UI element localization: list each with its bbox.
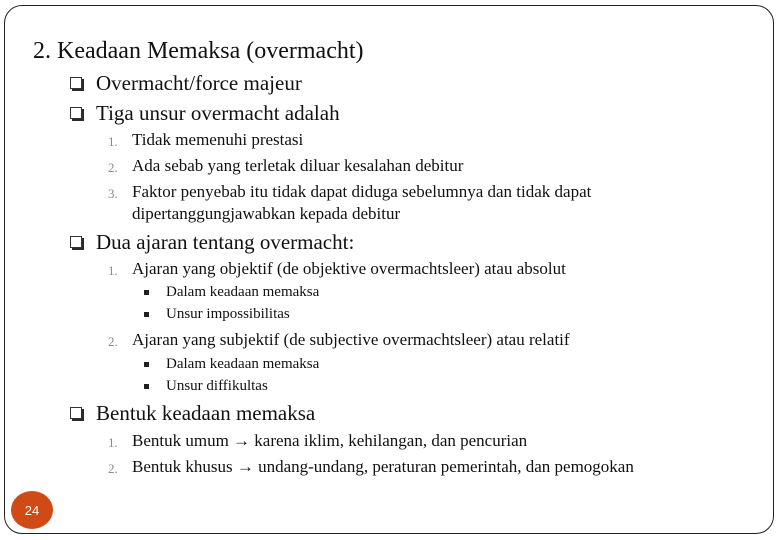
checkbox-bullet-icon: [70, 407, 82, 419]
square-bullet-icon: [144, 290, 149, 295]
checkbox-bullet-icon: [70, 77, 82, 89]
slide-title: 2. Keadaan Memaksa (overmacht): [33, 38, 364, 64]
page-number-badge: [11, 491, 53, 529]
square-bullet-icon: [144, 362, 149, 367]
square-bullet-icon: [144, 384, 149, 389]
square-bullet-icon: [144, 312, 149, 317]
page-number: 24: [24, 502, 40, 518]
checkbox-bullet-icon: [70, 236, 82, 248]
checkbox-bullet-icon: [70, 107, 82, 119]
